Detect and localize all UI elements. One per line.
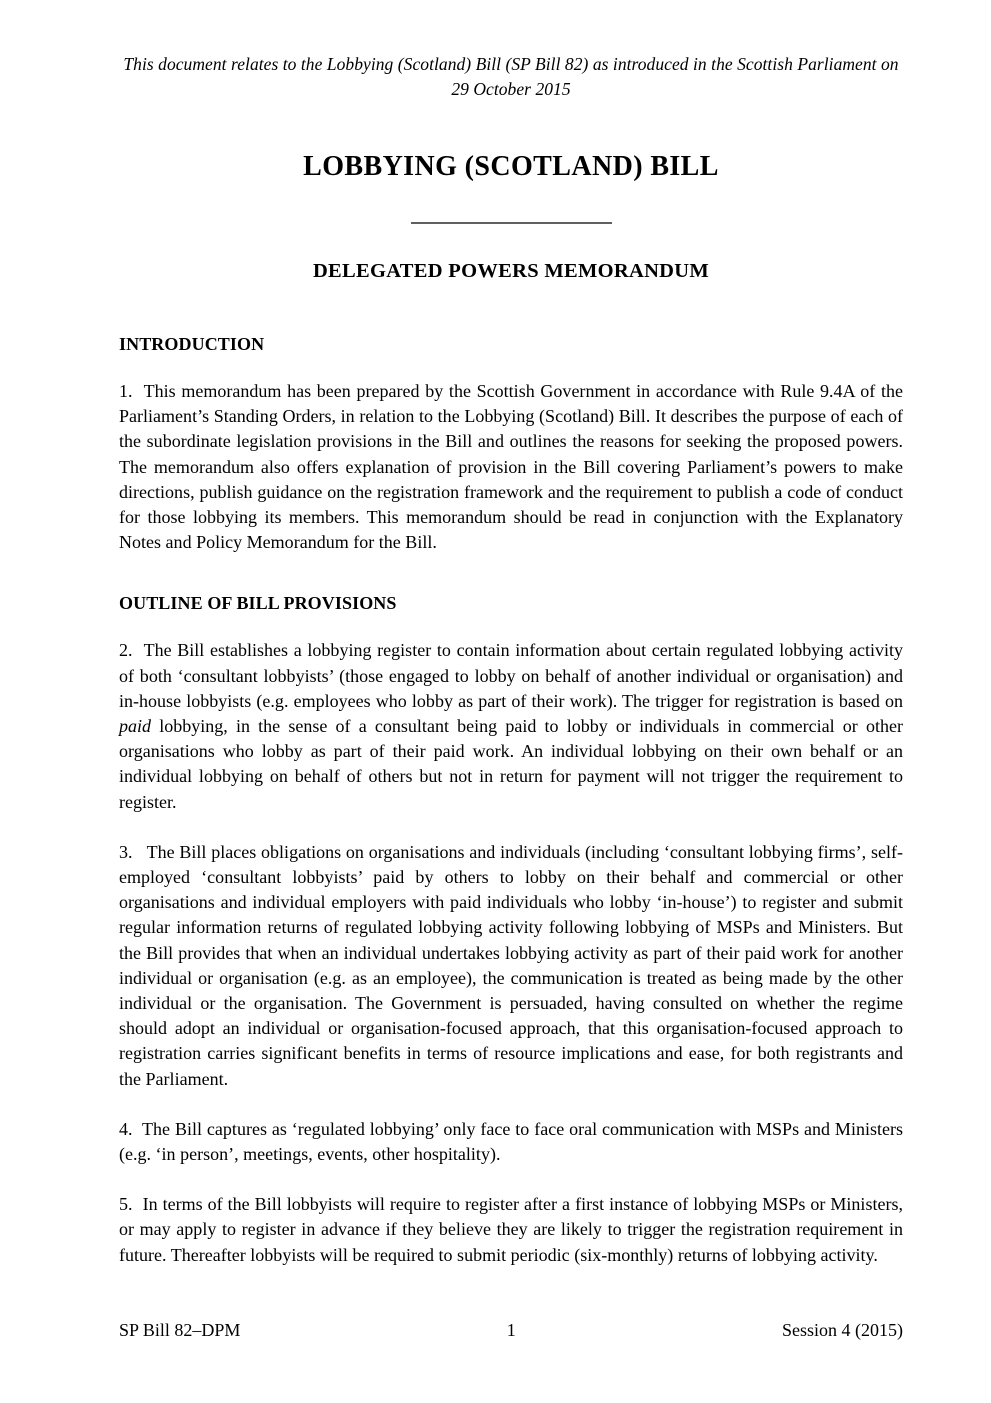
paragraph-number-3: 3. [119, 841, 133, 862]
paragraph-number-5: 5. [119, 1194, 133, 1215]
emphasised-term-paid: paid [119, 716, 152, 737]
paragraph-2 [119, 638, 903, 814]
title-divider [119, 222, 903, 224]
page-title: LOBBYING (SCOTLAND) BILL [303, 151, 719, 182]
paragraph-text-3: The Bill places obligations on organisations and individuals (including ‘consultant lobbying firms’, self-employed ‘consultant lobbyists’ paid by others to lobby on their behalf and commercial or other organisations and individual employers with paid individuals who lobby ‘in-house’) to register and submit regular information returns of regulated lobbying activity following lobbying of MSPs and Ministers. But the Bill provides that when an individual undertakes lobbying activity as part of their paid work for another individual or organisation (e.g. as an employee), the communication is treated as being made by the other individual or the organisation. The Government is persuaded, having consulted on whether the regime should adopt an individual or organisation-focused approach, that this organisation-focused approach to registration carries significant benefits in terms of resource implications and ease, for both registrants and the Parliament. [119, 841, 903, 1089]
footer-bill-reference: SP Bill 82–DPM [119, 1320, 241, 1340]
paragraph-1 [119, 379, 903, 555]
paragraph-4 [119, 1117, 903, 1167]
paragraph-text-1: This memorandum has been prepared by the Scottish Government in accordance with Rule 9.4A of the Parliament’s Standing Orders, in relation to the Lobbying (Scotland) Bill. It describes the purpose of each of the subordinate legislation provisions in the Bill and outlines the reasons for seeking the proposed powers. The memorandum also offers explanation of provision in the Bill covering Parliament’s powers to make directions, publish guidance on the registration framework and the requirement to publish a code of conduct for those lobbying its members. This memorandum should be read in conjunction with the Explanatory Notes and Policy Memorandum for the Bill. [119, 381, 903, 553]
document-subtitle: DELEGATED POWERS MEMORANDUM [312, 260, 710, 282]
section-heading-introduction: INTRODUCTION [119, 334, 265, 354]
paragraph-number-1: 1. [119, 381, 133, 401]
document-content [119, 0, 903, 1268]
paragraph-text-5: In terms of the Bill lobbyists will require to register after a first instance of lobbying MSPs or Ministers, or may apply to register in advance if they believe they are likely to trigger the registration requirement in future. Thereafter lobbyists will be required to submit periodic (six-monthly) returns of lobbying activity. [119, 1194, 903, 1265]
paragraph-number-4: 4. [119, 1118, 133, 1139]
horizontal-rule [411, 222, 612, 224]
paragraph-text-2-after-italic: lobbying, in the sense of a consultant being paid to lobby or individuals in commercial or other organisations who lobby as part of their paid work. An individual lobbying on their own behalf or an individual lobbying on behalf of others but not in return for payment will not trigger the requirement to register. [119, 716, 903, 812]
running-header: This document relates to the Lobbying (Scotland) Bill (SP Bill 82) as introduced in the Scottish Parliament on 29 October 2015 [123, 54, 899, 99]
paragraph-5 [119, 1192, 903, 1268]
footer-session: Session 4 (2015) [782, 1320, 903, 1340]
page-footer [119, 1318, 903, 1342]
paragraph-text-4: The Bill captures as ‘regulated lobbying’ only face to face oral communication with MSPs and Ministers (e.g. ‘in person’, meetings, events, other hospitality). [119, 1118, 904, 1165]
paragraph-text-2-before-italic: The Bill establishes a lobbying register to contain information about certain regulated lobbying activity of both ‘consultant lobbyists’ (those engaged to lobby on behalf of another individual or organisation) and in-house lobbyists (e.g. employees who lobby as part of their work). The trigger for registration is based on [119, 640, 904, 711]
footer-page-number: 1 [506, 1320, 516, 1340]
paragraph-3 [119, 840, 903, 1092]
section-heading-outline: OUTLINE OF BILL PROVISIONS [119, 593, 397, 614]
paragraph-number-2: 2. [119, 640, 133, 661]
